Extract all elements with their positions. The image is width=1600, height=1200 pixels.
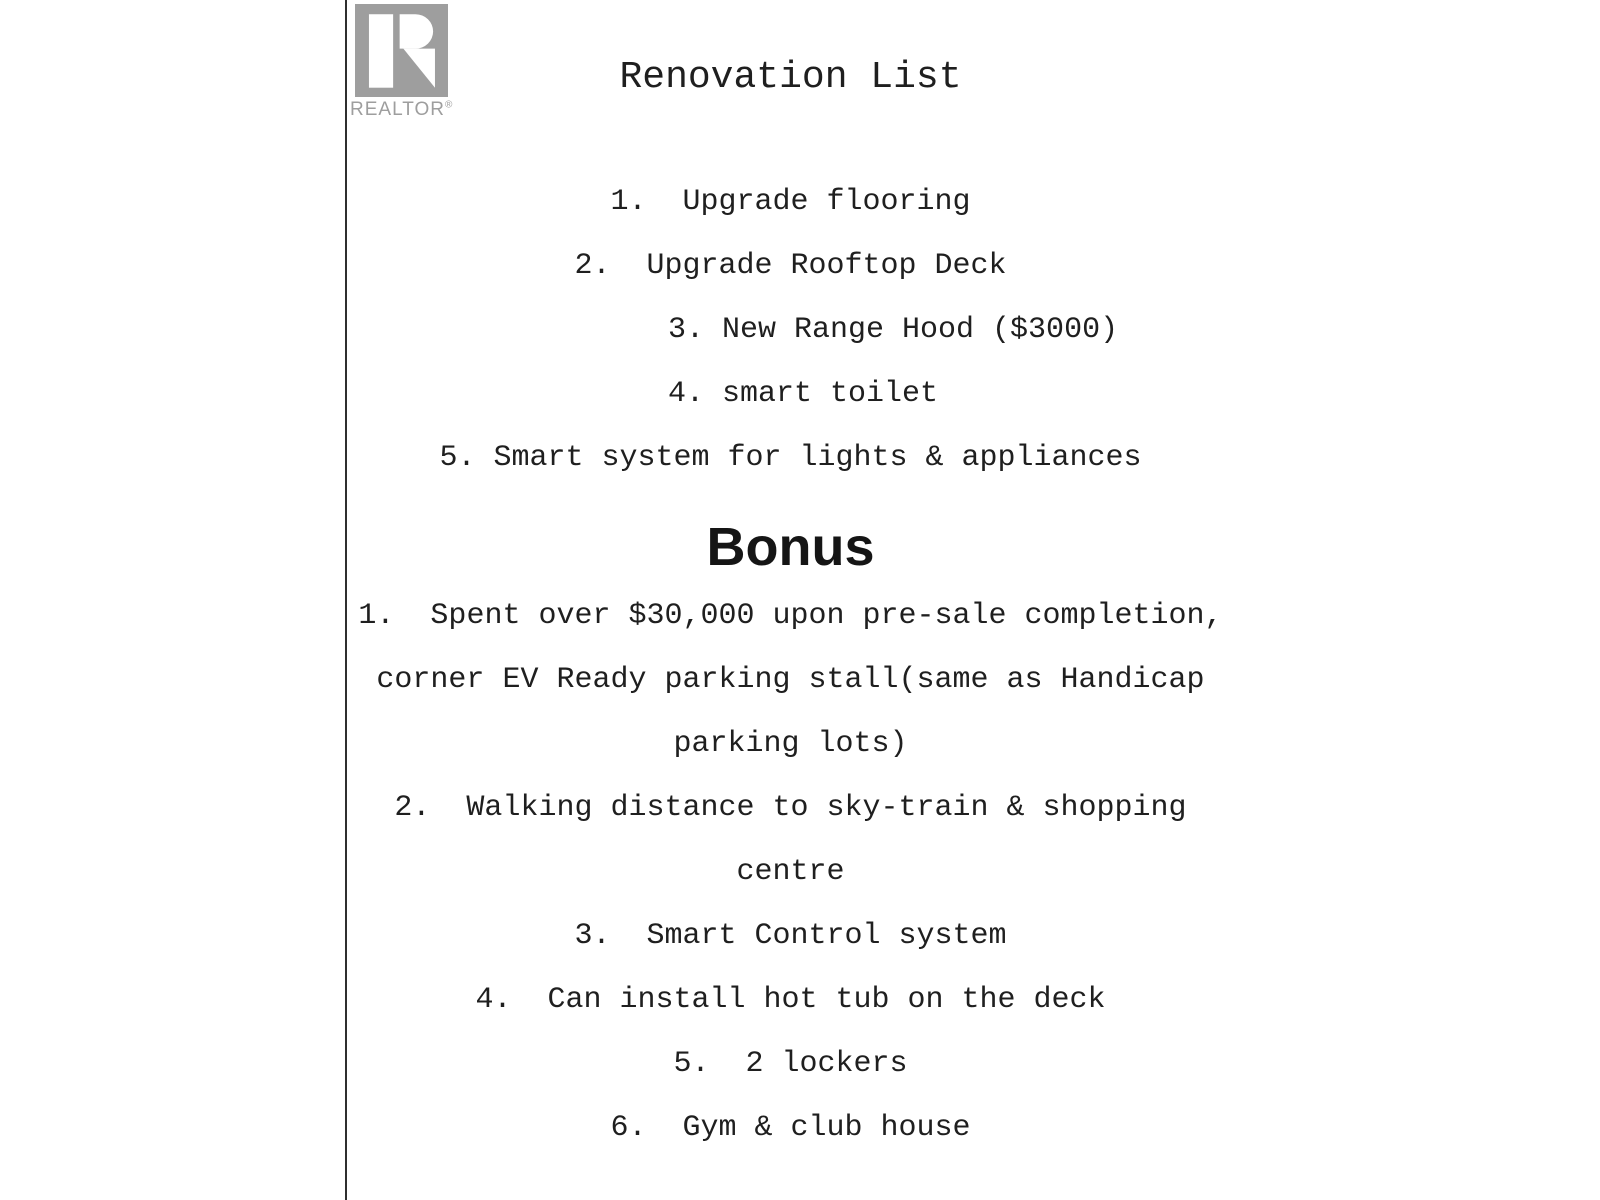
renovation-list [348, 170, 1233, 490]
bonus-item-2: 2. Walking distance to sky-train & shopping centre [394, 791, 1205, 889]
bonus-list [348, 584, 1241, 1160]
bonus-heading: Bonus [706, 517, 875, 577]
bonus-item-1: 1. Spent over $30,000 upon pre-sale completion, corner EV Ready parking stall(same as Handicap parking lots) [358, 599, 1241, 761]
page-title: Renovation List [619, 56, 962, 99]
realtor-logo-text: REALTOR [350, 99, 445, 120]
page-edge-line [345, 0, 347, 1200]
renovation-item-4: 4. smart toilet [668, 377, 939, 411]
bonus-item-3: 3. Smart Control system [574, 919, 1007, 953]
bonus-item-4: 4. Can install hot tub on the deck [475, 983, 1106, 1017]
renovation-item-5: 5. Smart system for lights & appliances [439, 441, 1142, 475]
bonus-item-5: 5. 2 lockers [673, 1047, 908, 1081]
renovation-item-2: 2. Upgrade Rooftop Deck [574, 249, 1007, 283]
registered-trademark-icon: ® [445, 99, 453, 111]
renovation-item-3: 3. New Range Hood ($3000) [668, 313, 1119, 347]
bonus-item-6: 6. Gym & club house [610, 1111, 971, 1145]
document-content [348, 0, 1241, 1160]
renovation-item-1: 1. Upgrade flooring [610, 185, 971, 219]
